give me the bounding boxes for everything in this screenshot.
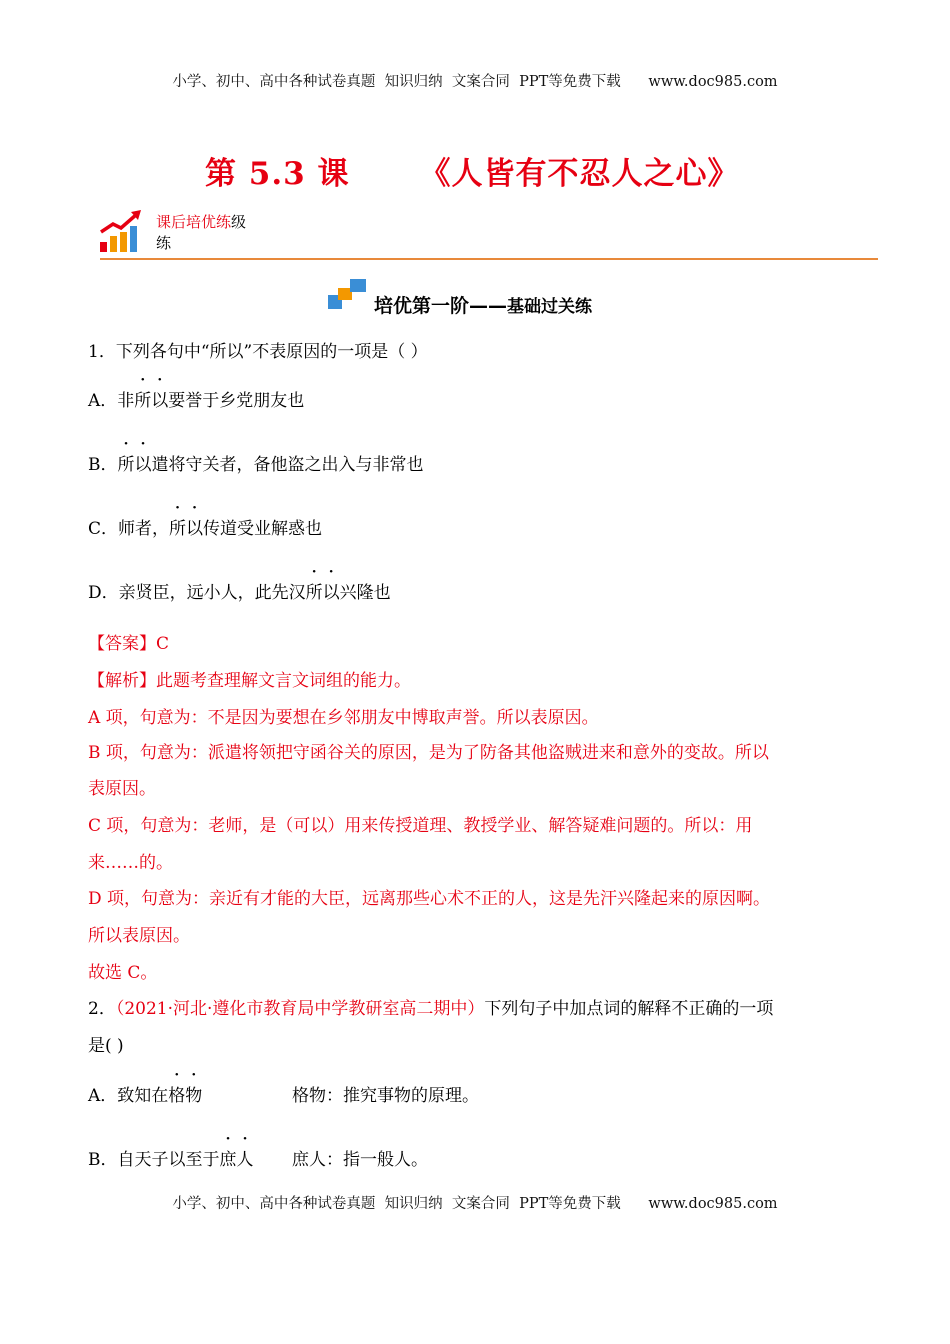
page-footer: 小学、初中、高中各种试卷真题 知识归纳 文案合同 PPT等免费下载 www.doc985.com [172, 1196, 778, 1212]
header-divider [100, 258, 878, 260]
lesson-number: 第 5.3 课 [205, 156, 350, 192]
stairs-icon [328, 279, 370, 309]
q1-analysis-d-cont: 所以表原因。 [88, 926, 190, 946]
q2-option-b: B．自天子以至于庶人 [88, 1150, 254, 1170]
question-2-stem: 2．（2021·河北·遵化市教育局中学教研室高二期中）下列句子中加点词的解释不正确的一项 [88, 999, 774, 1019]
q1-conclusion: 故选 C。 [88, 963, 158, 983]
q1-analysis-a: A 项，句意为：不是因为要想在乡邻朋友中博取声誉。所以表原因。 [88, 708, 599, 728]
q1-analysis-b-cont: 表原因。 [88, 779, 156, 799]
q1-answer: 【答案】C [88, 634, 170, 654]
q1-option-c: C．师者，所以传道受业解惑也 [88, 519, 323, 539]
question-1-stem: 1．下列各句中“所以”不表原因的一项是（ ） [88, 342, 428, 362]
section-title: 培优第一阶——基础过关练 [374, 295, 593, 317]
q2-option-b-note: 庶人：指一般人。 [292, 1150, 428, 1170]
q1-option-d: D．亲贤臣，远小人，此先汉所以兴隆也 [88, 583, 391, 603]
lesson-name: 《人皆有不忍人之心》 [419, 156, 740, 192]
q2-option-a-note: 格物：推究事物的原理。 [292, 1086, 479, 1106]
question-2-stem-cont: 是( ) [88, 1036, 124, 1056]
q1-analysis-intro: 【解析】此题考查理解文言文词组的能力。 [88, 671, 411, 691]
q1-analysis-c-cont: 来……的。 [88, 853, 173, 873]
q1-option-b: B．所以遣将守关者，备他盗之出入与非常也 [88, 455, 424, 475]
q1-option-a: A．非所以要誉于乡党朋友也 [88, 391, 305, 411]
q1-analysis-c: C 项，句意为：老师，是（可以）用来传授道理、教授学业、解答疑难问题的。所以：用 [88, 816, 753, 836]
practice-badge: 课后培优练级 练 [156, 213, 247, 252]
q2-option-a: A．致知在格物 [88, 1086, 203, 1106]
q1-analysis-b: B 项，句意为：派遣将领把守函谷关的原因，是为了防备其他盗贼进来和意外的变故。所以 [88, 743, 769, 763]
growth-chart-icon [99, 210, 143, 254]
page-title [205, 148, 740, 193]
q1-analysis-d: D 项，句意为：亲近有才能的大臣，远离那些心术不正的人，这是先汗兴隆起来的原因啊。 [88, 889, 771, 909]
page-header: 小学、初中、高中各种试卷真题 知识归纳 文案合同 PPT等免费下载 www.doc985.com [172, 74, 778, 90]
